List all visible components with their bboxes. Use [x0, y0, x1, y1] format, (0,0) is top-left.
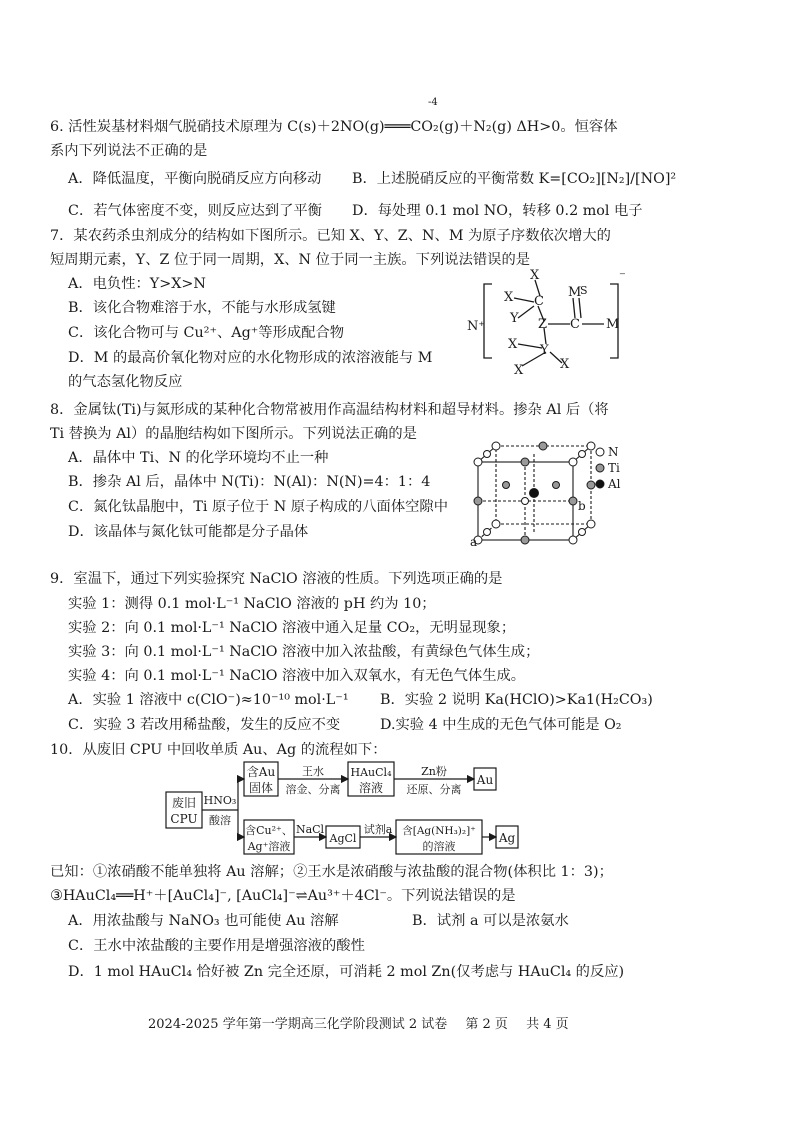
q9-experiment-2: 实验 2：向 0.1 mol·L⁻¹ NaClO 溶液中通入足量 CO₂，无明显现象； — [68, 620, 516, 636]
flow-top-end: Au — [476, 773, 494, 787]
struct-atom-c1: C — [534, 294, 544, 309]
struct-charge: ⁻ — [619, 269, 626, 284]
flow-bot-arrow2: 试剂a — [363, 823, 393, 836]
q7-option-d-line2: 的气态氢化物反应 — [68, 374, 183, 390]
q9-option-c: C．实验 3 若改用稀盐酸，发生的反应不变 — [68, 717, 341, 733]
q7-option-a: A．电负性：Y>X>N — [68, 276, 206, 292]
q7-option-b: B．该化合物难溶于水，不能与水形成氢键 — [68, 300, 336, 316]
flow-start-line1: 废旧 — [171, 796, 197, 810]
q9-experiment-3: 实验 3：向 0.1 mol·L⁻¹ NaClO 溶液中加入浓盐酸，有黄绿色气体生成； — [68, 644, 540, 660]
q9-experiment-1: 实验 1：测得 0.1 mol·L⁻¹ NaClO 溶液的 pH 约为 10； — [68, 596, 436, 612]
q10-option-a: A．用浓盐酸与 NaNO₃ 也可能使 Au 溶解 — [68, 913, 339, 929]
struct-atom-x5: X — [560, 357, 570, 372]
legend-ti-marker — [596, 464, 604, 472]
q7-stem-line2: 短周期元素，Y、Z 位于同一周期，X、N 位于同一主族。下列说法错误的是 — [50, 252, 531, 268]
footer-total-pages: 共 4 页 — [526, 1017, 569, 1032]
q10-stem: 10．从废旧 CPU 中回收单质 Au、Ag 的流程如下： — [50, 742, 387, 758]
legend-n-marker — [596, 448, 604, 456]
q10-flowchart — [160, 760, 520, 856]
q6-option-b: B．上述脱硝反应的平衡常数 K=[CO₂][N₂]/[NO]² — [352, 171, 677, 187]
flow-bot-box2: AgCl — [329, 832, 357, 845]
q9-option-d: D.实验 4 中生成的无色气体可能是 O₂ — [380, 717, 622, 733]
q8-stem-line2: Ti 替换为 Al）的晶胞结构如下图所示。下列说法正确的是 — [50, 426, 417, 442]
q7-stem-line1: 7．某农药杀虫剂成分的结构如下图所示。已知 X、Y、Z、N、M 为原子序数依次增大的 — [50, 228, 611, 244]
q9-stem: 9．室温下，通过下列实验探究 NaClO 溶液的性质。下列选项正确的是 — [50, 571, 503, 587]
q6-stem-line1: 6. 活性炭基材料烟气脱硝技术原理为 C(s)＋2NO(g)═══CO₂(g)＋N₂(g) ΔH>0。恒容体 — [50, 119, 618, 135]
struct-atom-s: S — [580, 284, 588, 297]
q7-structure-diagram — [460, 268, 640, 380]
flow-bot-box3-line1: 含[Ag(NH₃)₂]⁺ — [402, 825, 476, 837]
q10-option-c: C．王水中浓盐酸的主要作用是增强溶液的酸性 — [68, 938, 365, 954]
struct-atom-y2: Y — [540, 343, 549, 358]
struct-atom-c2: C — [570, 317, 580, 332]
struct-atom-x4: X — [514, 363, 524, 378]
page-footer — [148, 1013, 583, 1032]
q6-option-a: A．降低温度，平衡向脱硝反应方向移动 — [68, 171, 322, 187]
struct-atom-z: Z — [538, 317, 548, 332]
q6-stem-line2: 系内下列说法不正确的是 — [50, 143, 208, 159]
q8-stem-line1: 8．金属钛(Ti)与氮形成的某种化合物常被用作高温结构材料和超导材料。掺杂 Al 后（将 — [50, 402, 609, 418]
struct-atom-m1: M — [568, 285, 582, 300]
q7-option-d-line1: D．M 的最高价氧化物对应的水化物形成的浓溶液能与 M — [68, 350, 433, 366]
q6-option-c: C．若气体密度不变，则反应达到了平衡 — [68, 203, 322, 219]
struct-atom-y1: Y — [510, 311, 519, 326]
struct-atom-x3: X — [508, 337, 518, 352]
flow-top-box2-line2: 溶液 — [358, 781, 384, 795]
q8-option-a: A．晶体中 Ti、N 的化学环境均不止一种 — [68, 450, 329, 466]
flow-top-arrow1-bottom: 溶金、分离 — [285, 783, 341, 796]
q9-option-b: B．实验 2 说明 Ka(HClO)>Ka1(H₂CO₃) — [380, 692, 653, 708]
flow-top-arrow2-bottom: 还原、分离 — [406, 783, 462, 796]
flow-bot-end: Ag — [498, 831, 516, 845]
q8-option-b: B．掺杂 Al 后，晶体中 N(Ti)：N(Al)：N(N)=4：1：4 — [68, 474, 431, 490]
flow-acid-line2: 酸溶 — [209, 814, 231, 827]
flow-bot-arrow1: NaCl — [295, 823, 325, 836]
legend-al: Al — [608, 477, 621, 491]
flow-bot-box1-line2: Ag⁺溶液 — [247, 840, 291, 853]
legend-n: N — [608, 445, 619, 459]
struct-cation: N⁺ — [467, 319, 486, 334]
axis-b-label: b — [578, 499, 586, 513]
q7-option-c: C．该化合物可与 Cu²⁺、Ag⁺等形成配合物 — [68, 325, 345, 341]
flow-start-line2: CPU — [170, 812, 198, 826]
q10-known-line2: ③HAuCl₄══H⁺＋[AuCl₄]⁻, [AuCl₄]⁻⇌Au³⁺＋4Cl⁻。下列说法错误的是 — [50, 888, 516, 904]
flow-bot-box3-line2: 的溶液 — [422, 840, 456, 853]
struct-atom-x1: X — [530, 268, 540, 283]
legend-ti: Ti — [608, 461, 620, 475]
q8-crystal-cell-diagram — [470, 440, 640, 550]
axis-a-label: a — [470, 535, 478, 549]
flow-top-box2-line1: HAuCl₄ — [350, 766, 392, 779]
q10-option-b: B．试剂 a 可以是浓氨水 — [412, 913, 569, 929]
flow-bot-box1-line1: 含Cu²⁺、 — [245, 824, 293, 837]
struct-atom-m2: M — [606, 317, 620, 332]
flow-top-arrow1-top: 王水 — [302, 765, 324, 778]
q8-option-c: C．氮化钛晶胞中，Ti 原子位于 N 原子构成的八面体空隙中 — [68, 499, 449, 515]
handwritten-mark: -4 — [428, 97, 438, 108]
q8-option-d: D．该晶体与氮化钛可能都是分子晶体 — [68, 524, 309, 540]
flow-acid-line1: HNO₃ — [203, 794, 237, 807]
q9-experiment-4: 实验 4：向 0.1 mol·L⁻¹ NaClO 溶液中加入双氧水，有无色气体生成。 — [68, 668, 526, 684]
footer-page-number: 第 2 页 — [465, 1017, 508, 1032]
flow-top-box1-line1: 含Au — [246, 765, 276, 779]
q10-known-line1: 已知：①浓硝酸不能单独将 Au 溶解；②王水是浓硝酸与浓盐酸的混合物(体积比 1：3)； — [50, 864, 613, 880]
struct-atom-x2: X — [504, 290, 514, 305]
q6-option-d: D．每处理 0.1 mol NO，转移 0.2 mol 电子 — [352, 203, 643, 219]
q10-option-d: D．1 mol HAuCl₄ 恰好被 Zn 完全还原，可消耗 2 mol Zn(仅考虑与 HAuCl₄ 的反应) — [68, 964, 625, 980]
legend-al-marker — [596, 480, 604, 488]
q9-option-a: A．实验 1 溶液中 c(ClO⁻)≈10⁻¹⁰ mol·L⁻¹ — [68, 692, 349, 708]
footer-exam-title: 2024-2025 学年第一学期高三化学阶段测试 2 试卷 — [148, 1017, 448, 1032]
flow-top-box1-line2: 固体 — [248, 781, 274, 795]
flow-top-arrow2-top: Zn粉 — [421, 765, 447, 778]
